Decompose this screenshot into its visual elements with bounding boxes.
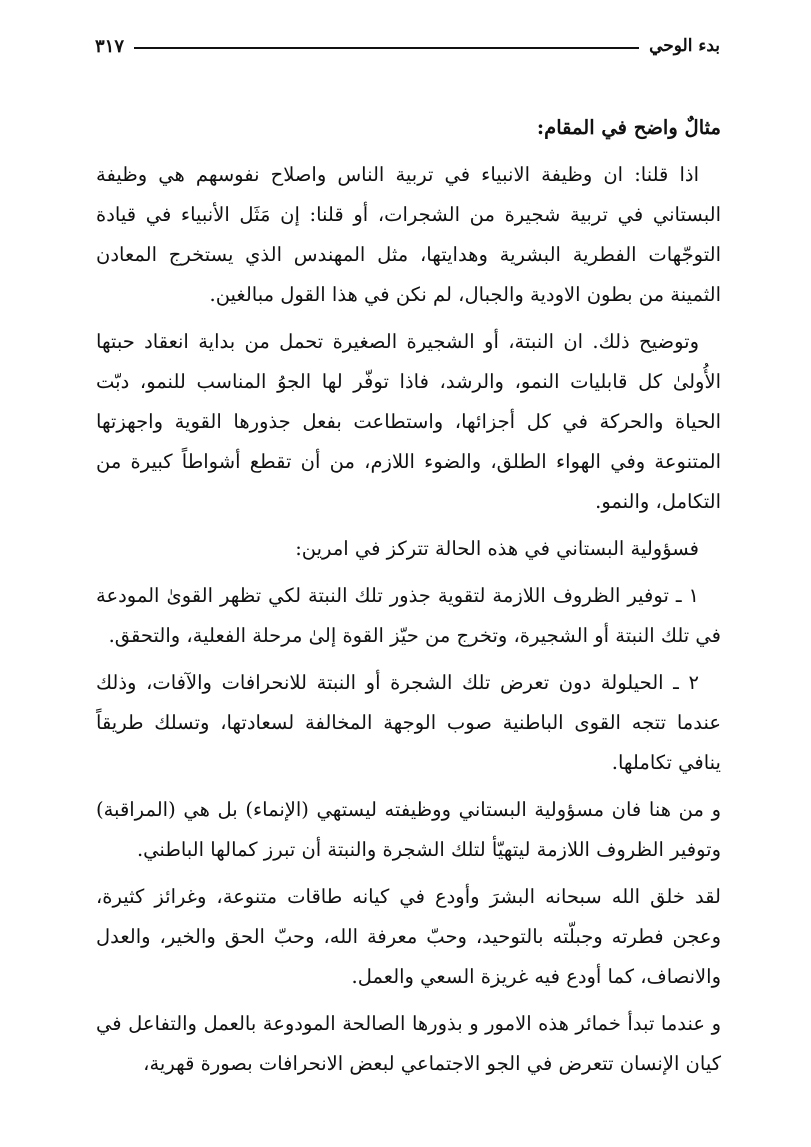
paragraph-5: لقد خلق الله سبحانه البشرَ وأودع في كيانه طاقات متنوعة، وغرائز كثيرة، وعجن فطرته وجبلّته بالتوحيد، وحبّ معرفة الله، وحبّ الحق والخير، والعدل والانصاف، كما أودع فيه غريزة السعي والعمل. [96,885,721,988]
paragraph-6: و عندما تبدأ خمائر هذه الامور و بذورها الصالحة المودوعة بالعمل والتفاعل في كيان الإنسان تتعرض في الجو الاجتماعي لبعض الانحرافات بصورة قهرية، [96,1012,721,1075]
body-text [96,108,721,1091]
page-number: ٣١٧ [95,35,125,57]
paragraph-3: فسؤولية البستاني في هذه الحالة تتركز في امرين: [295,537,699,560]
paragraph-4: و من هنا فان مسؤولية البستاني ووظيفته ليستهي (الإنماء) بل هي (المراقبة) وتوفير الظروف اللازمة ليتهيّأ لتلك الشجرة والنبتة أن تبرز كمالها الباطني. [96,798,721,861]
header-rule [134,47,639,49]
paragraph-1: اذا قلنا: ان وظيفة الانبياء في تربية الناس واصلاح نفوسهم هي وظيفة البستاني في تربية شجيرة من الشجرات، أو قلنا: إن مَثَل الأنبياء في قيادة التوجّهات الفطرية البشرية وهدايتها، مثل المهندس الذي يستخرج المعادن الثمينة من بطون الاودية والجبال، لم نكن في هذا القول مبالغين. [96,163,721,306]
paragraph-2: وتوضيح ذلك. ان النبتة، أو الشجيرة الصغيرة تحمل من بداية انعقاد حبتها الأُولىٰ كل قابليات النمو، والرشد، فاذا توفّر لها الجوُ المناسب للنمو، دبّت الحياة والحركة في كل أجزائها، واستطاعت بفعل جذورها القوية واجهزتها المتنوعة وفي الهواء الطلق، والضوء اللازم، من أن تقطع أشواطاً كبيرة من التكامل، والنمو. [96,330,721,513]
section-heading: مثالٌ واضح في المقام: [536,116,721,139]
running-title: بدء الوحي [649,36,720,56]
list-item-1: ١ ـ توفير الظروف اللازمة لتقوية جذور تلك النبتة لكي تظهر القوىٰ المودعة في تلك النبتة أو الشجيرة، وتخرج من حيّز القوة إلىٰ مرحلة الفعلية، والتحقق. [96,584,721,647]
page-header [95,30,720,62]
list-item-2: ٢ ـ الحيلولة دون تعرض تلك الشجرة أو النبتة للانحرافات والآفات، وذلك عندما تتجه القوى الباطنية صوب الوجهة المخالفة لسعادتها، وتسلك طريقاً ينافي تكاملها. [96,671,721,774]
